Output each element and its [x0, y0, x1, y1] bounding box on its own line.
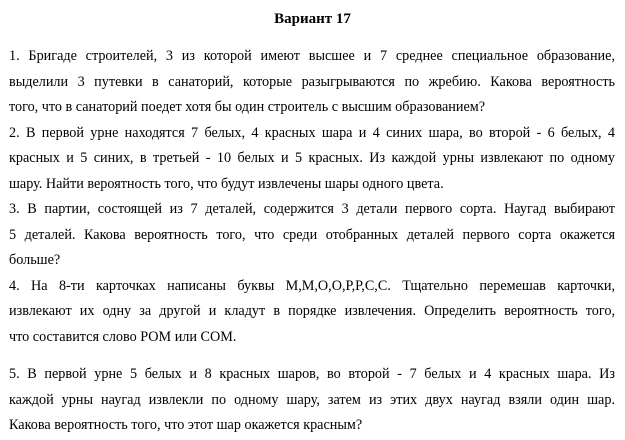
problem-1	[9, 44, 615, 121]
problem-5-line-2: каждой урны наугад извлекли по одному шару, затем из этих двух наугад взяли один шар.	[9, 391, 615, 408]
problem-list	[9, 44, 615, 439]
document-title: Вариант 17	[274, 11, 351, 27]
problem-3-line-3: больше?	[9, 252, 61, 268]
problem-1-line-1: 1. Бригаде строителей, 3 из которой имеют высшее и 7 среднее специальное образование,	[9, 48, 615, 64]
problem-1-line-3: того, что в санаторий поедет хотя бы один строитель с высшим образованием?	[9, 99, 486, 115]
problem-4	[9, 274, 615, 351]
problem-3	[9, 197, 615, 274]
problem-3-line-1: 3. В партии, состоящей из 7 деталей, содержится 3 детали первого сорта. Наугад выбирают	[9, 201, 615, 217]
problem-4-line-3: что составится слово РОМ или СОМ.	[9, 328, 237, 345]
problem-2-line-1: 2. В первой урне находятся 7 белых, 4 красных шара и 4 синих шара, во второй - 6 белых, 4	[9, 124, 615, 141]
problem-5-line-3: Какова вероятность того, что этот шар окажется красным?	[9, 417, 363, 433]
problem-2	[9, 121, 615, 198]
problem-5	[9, 362, 615, 439]
problem-3-line-2: 5 деталей. Какова вероятность того, что среди отобранных деталей первого сорта окажется	[9, 226, 615, 243]
problem-4-line-2: извлекают их одну за другой и кладут в порядке извлечения. Определить вероятность того,	[9, 303, 615, 319]
problem-5-line-1: 5. В первой урне 5 белых и 8 красных шаров, во второй - 7 белых и 4 красных шара. Из	[9, 366, 615, 382]
problem-2-line-2: красных и 5 синих, в третьей - 10 белых и 5 красных. Из каждой урны извлекают по одному	[9, 150, 615, 166]
problem-1-line-2: выделили 3 путевки в санаторий, которые разыгрываются по жребию. Какова вероятность	[9, 73, 615, 90]
problem-4-line-1: 4. На 8-ти карточках написаны буквы М,М,О,О,Р,Р,С,С. Тщательно перемешав карточки,	[9, 277, 615, 294]
problem-2-line-3: шару. Найти вероятность того, что будут извлечены шары одного цвета.	[9, 175, 444, 192]
